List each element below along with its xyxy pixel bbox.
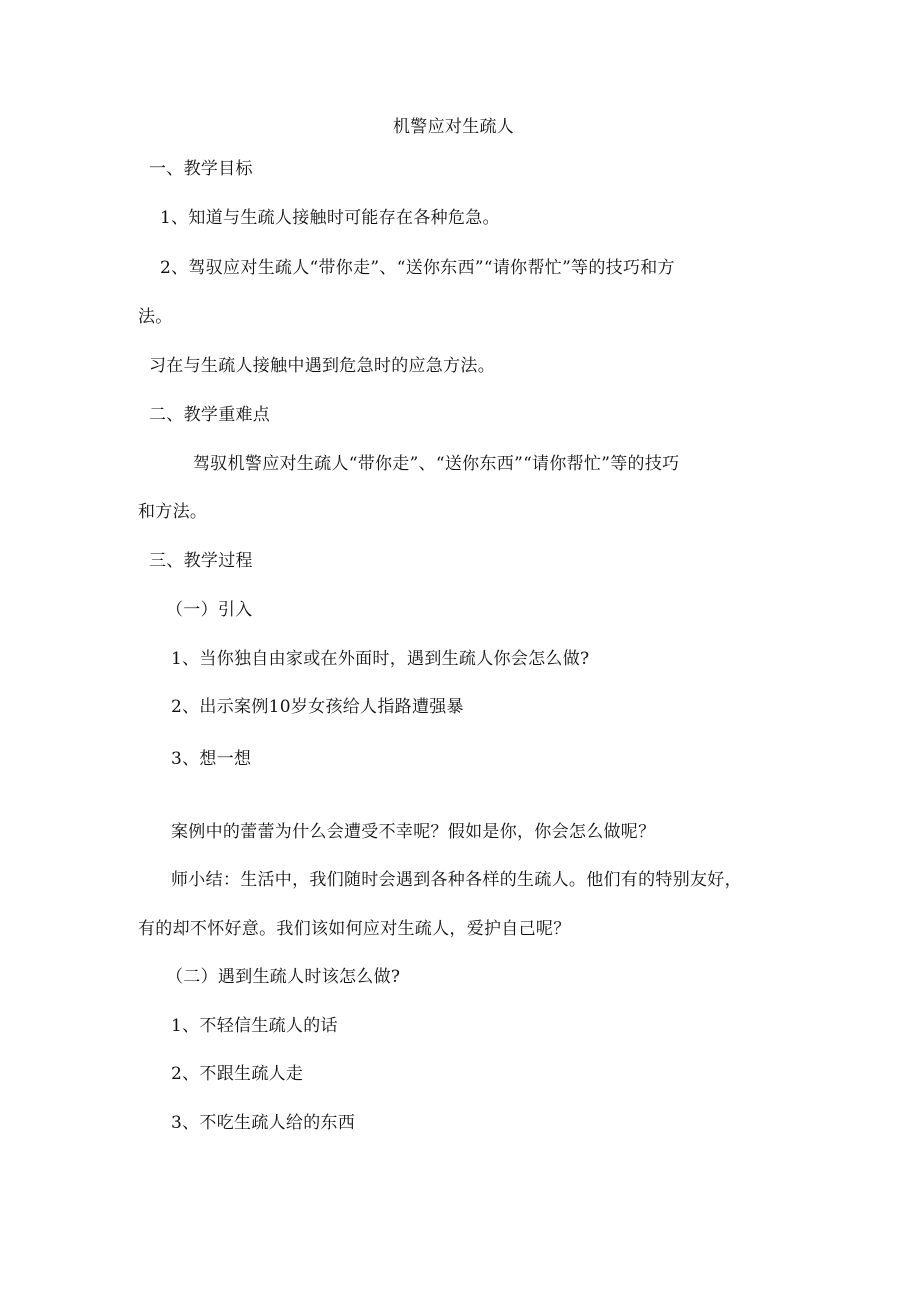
case-question: 案例中的蕾蕾为什么会遭受不幸呢？假如是你，你会怎么做呢？	[171, 822, 656, 842]
goal-item-2-line-2: 法。	[138, 307, 173, 327]
subsection-heading-intro: （一）引入	[166, 600, 253, 620]
section-heading-process: 三、教学过程	[149, 551, 253, 571]
teacher-summary-line-1: 师小结：生活中，我们随时会遇到各种各样的生疏人。他们有的特别友好，	[171, 870, 742, 890]
teacher-summary-line-2: 有的却不怀好意。我们该如何应对生疏人，爱护自己呢？	[138, 919, 571, 939]
key-points-line-1: 驾驭机警应对生疏人“带你走”、“送你东西”“请你帮忙”等的技巧	[193, 454, 680, 474]
goal-item-3: 习在与生疏人接触中遇到危急时的应急方法。	[149, 356, 495, 376]
subsection-heading-what-to-do: （二）遇到生疏人时该怎么做?	[166, 967, 401, 987]
rule-item-2: 2、不跟生疏人走	[171, 1064, 304, 1084]
intro-item-1: 1、当你独自由家或在外面时，遇到生疏人你会怎么做?	[171, 649, 590, 669]
section-heading-key-points: 二、教学重难点	[149, 405, 271, 425]
rule-item-3: 3、不吃生疏人给的东西	[171, 1113, 356, 1133]
intro-item-3: 3、想一想	[171, 749, 252, 769]
rule-item-1: 1、不轻信生疏人的话	[171, 1016, 338, 1036]
intro-item-2: 2、出示案例10岁女孩给人指路遭强暴	[171, 697, 464, 717]
goal-item-2-line-1: 2、驾驭应对生疏人“带你走”、“送你东西”“请你帮忙”等的技巧和方	[160, 258, 675, 278]
section-heading-goals: 一、教学目标	[149, 159, 253, 179]
document-title: 机警应对生疏人	[393, 117, 515, 137]
key-points-line-2: 和方法。	[138, 502, 208, 522]
goal-item-1: 1、知道与生疏人接触时可能存在各种危急。	[160, 208, 500, 228]
